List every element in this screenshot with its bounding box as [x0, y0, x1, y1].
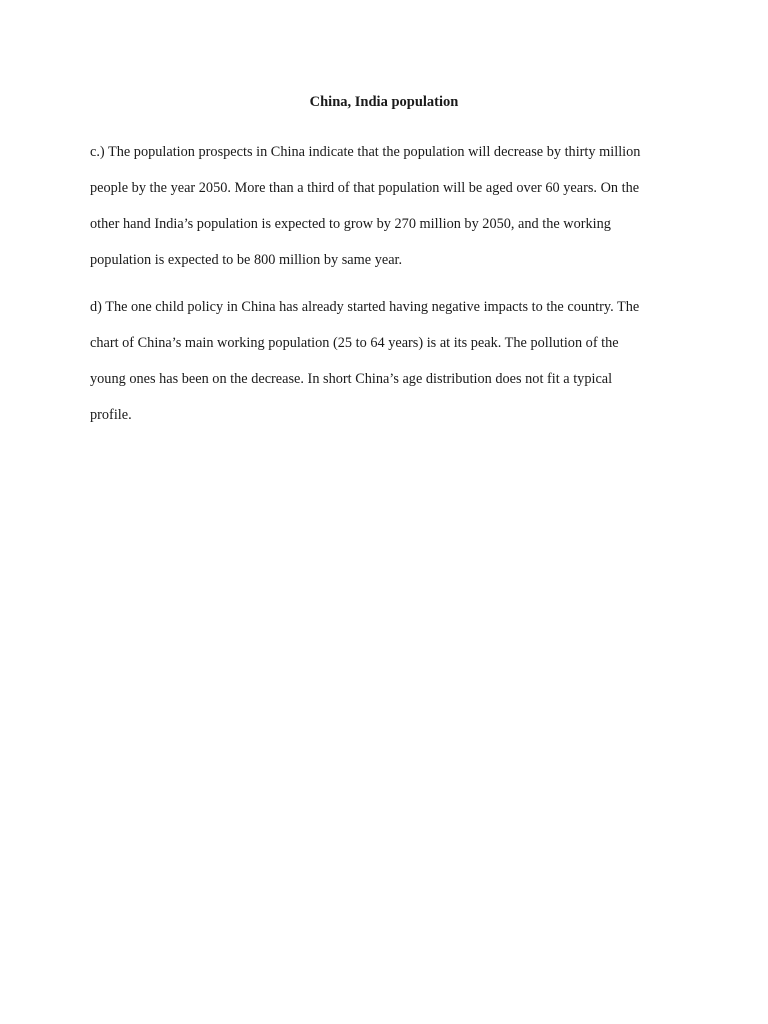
paragraph-d	[90, 289, 690, 433]
page-title: China, India population	[309, 94, 459, 110]
paragraph-c	[90, 134, 690, 278]
paragraph-line: people by the year 2050. More than a third of that population will be aged over 60 years. On the	[90, 180, 640, 196]
paragraph-line: other hand India’s population is expected to grow by 270 million by 2050, and the working	[90, 216, 611, 232]
paragraph-line: young ones has been on the decrease. In short China’s age distribution does not fit a typical	[90, 371, 613, 387]
paragraph-line: c.) The population prospects in China indicate that the population will decrease by thirty million	[90, 144, 641, 160]
paragraph-line: chart of China’s main working population (25 to 64 years) is at its peak. The pollution of the	[90, 335, 619, 351]
paragraph-line: d) The one child policy in China has already started having negative impacts to the country. The	[90, 299, 640, 315]
paragraph-line: population is expected to be 800 million by same year.	[90, 252, 403, 268]
paragraph-line: profile.	[90, 407, 132, 423]
